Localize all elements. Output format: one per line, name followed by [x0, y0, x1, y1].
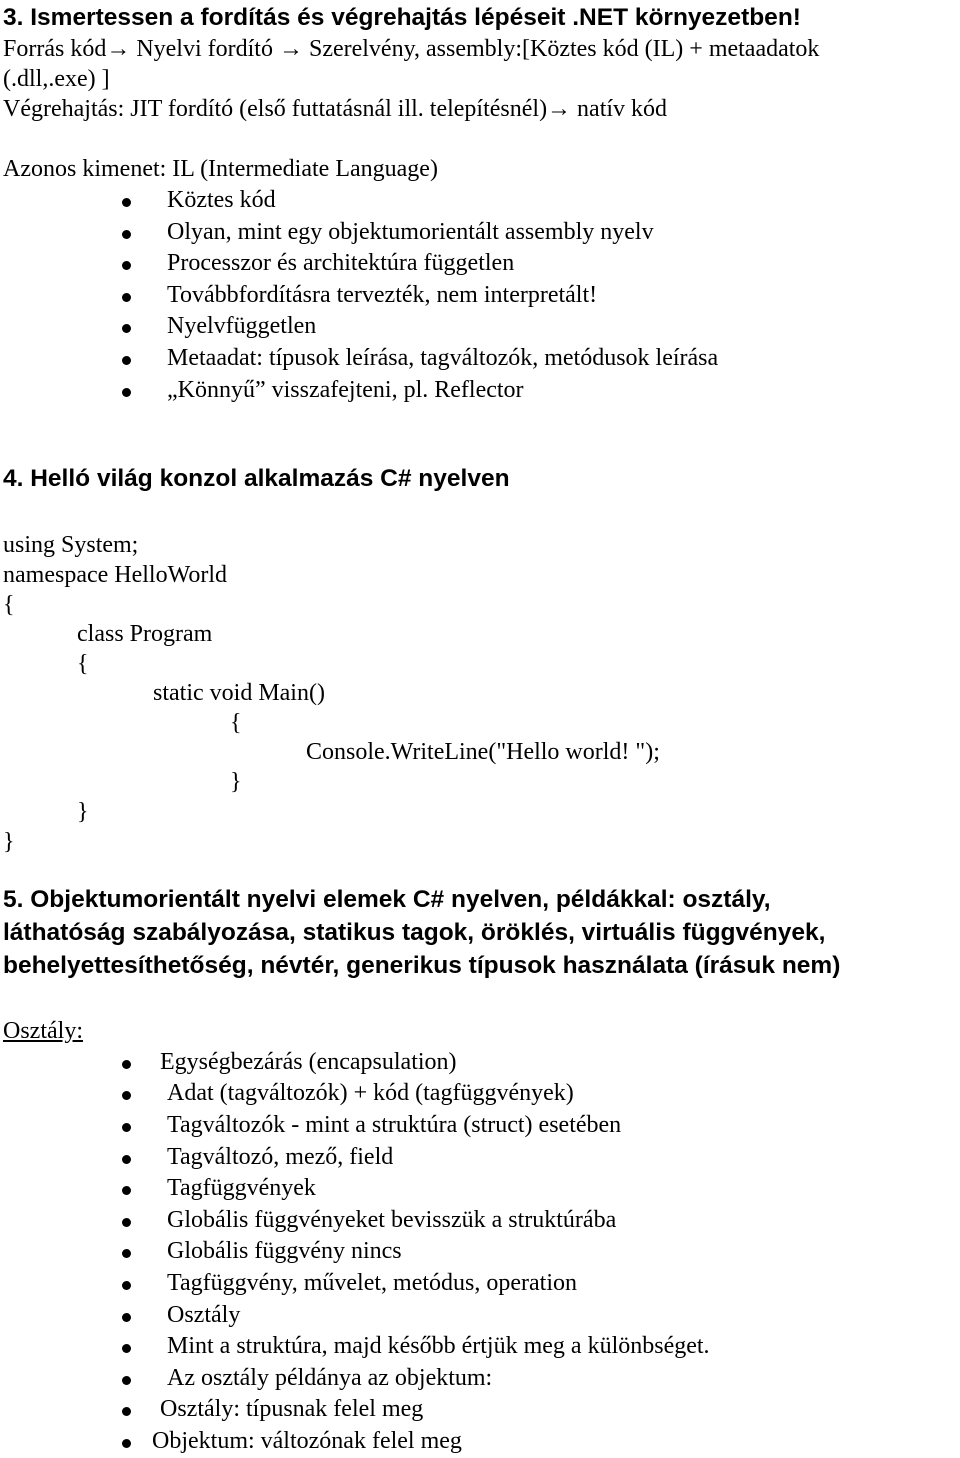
code-line: using System; — [3, 532, 139, 558]
section3-line2: (.dll,.exe) ] — [3, 66, 110, 92]
list-item: Tagfüggvények — [167, 1175, 316, 1201]
list-item: Osztály: típusnak felel meg — [160, 1396, 424, 1422]
section5-heading-line1: 5. Objektumorientált nyelvi elemek C# nyelven, példákkal: osztály, — [3, 886, 771, 913]
code-line: Console.WriteLine("Hello world! "); — [306, 739, 660, 765]
list-item: Nyelvfüggetlen — [167, 313, 317, 339]
list-item: Objektum: változónak felel meg — [152, 1428, 462, 1454]
code-line: { — [230, 710, 242, 736]
list-item: Osztály — [167, 1302, 241, 1328]
bullet-icon — [122, 198, 131, 207]
list-item: Tagváltozó, mező, field — [167, 1144, 394, 1170]
bullet-icon — [122, 388, 131, 397]
bullet-icon — [122, 1123, 131, 1132]
bullet-icon — [122, 1313, 131, 1322]
bullet-icon — [122, 261, 131, 270]
list-item: Metaadat: típusok leírása, tagváltozók, metódusok leírása — [167, 345, 719, 371]
list-item: Egységbezárás (encapsulation) — [160, 1049, 457, 1075]
section5-heading-line3: behelyettesíthetőség, névtér, generikus típusok használata (írásuk nem) — [3, 952, 841, 979]
section5-heading-line2: láthatóság szabályozása, statikus tagok, öröklés, virtuális függvények, — [3, 919, 826, 946]
bullet-icon — [122, 1186, 131, 1195]
section3-intro: Azonos kimenet: IL (Intermediate Language) — [3, 156, 438, 182]
code-line: } — [77, 799, 89, 825]
bullet-icon — [122, 293, 131, 302]
list-item: Tagfüggvény, művelet, metódus, operation — [167, 1270, 577, 1296]
code-line: { — [3, 592, 15, 618]
list-item: Továbbfordításra tervezték, nem interpretált! — [167, 282, 598, 308]
section4-heading: 4. Helló világ konzol alkalmazás C# nyelven — [3, 465, 510, 492]
bullet-icon — [122, 1155, 131, 1164]
subheading-osztaly: Osztály: — [3, 1018, 83, 1044]
bullet-icon — [122, 230, 131, 239]
list-item: Olyan, mint egy objektumorientált assembly nyelv — [167, 219, 654, 245]
code-line: } — [230, 769, 242, 795]
code-line: namespace HelloWorld — [3, 562, 227, 588]
bullet-icon — [122, 356, 131, 365]
bullet-icon — [122, 324, 131, 333]
bullet-icon — [122, 1060, 131, 1069]
list-item: „Könnyű” visszafejteni, pl. Reflector — [167, 377, 524, 403]
list-item: Globális függvény nincs — [167, 1238, 402, 1264]
bullet-icon — [122, 1281, 131, 1290]
list-item: Tagváltozók - mint a struktúra (struct) esetében — [167, 1112, 622, 1138]
list-item: Az osztály példánya az objektum: — [167, 1365, 493, 1391]
list-item: Processzor és architektúra független — [167, 250, 515, 276]
bullet-icon — [122, 1376, 131, 1385]
code-line: static void Main() — [153, 680, 325, 706]
code-line: } — [3, 829, 15, 855]
bullet-icon — [122, 1344, 131, 1353]
list-item: Köztes kód — [167, 187, 276, 213]
code-line: { — [77, 651, 89, 677]
section3-line1: Forrás kód→ Nyelvi fordító → Szerelvény, assembly:[Köztes kód (IL) + metaadatok — [3, 36, 820, 62]
section3-heading: 3. Ismertessen a fordítás és végrehajtás lépéseit .NET környezetben! — [3, 4, 801, 31]
list-item: Mint a struktúra, majd később értjük meg a különbséget. — [167, 1333, 710, 1359]
bullet-icon — [122, 1091, 131, 1100]
code-line: class Program — [77, 621, 213, 647]
list-item: Adat (tagváltozók) + kód (tagfüggvények) — [167, 1080, 574, 1106]
section3-line3: Végrehajtás: JIT fordító (első futtatásnál ill. telepítésnél)→ natív kód — [3, 96, 668, 122]
list-item: Globális függvényeket bevisszük a struktúrába — [167, 1207, 617, 1233]
bullet-icon — [122, 1439, 131, 1448]
bullet-icon — [122, 1407, 131, 1416]
bullet-icon — [122, 1249, 131, 1258]
bullet-icon — [122, 1218, 131, 1227]
